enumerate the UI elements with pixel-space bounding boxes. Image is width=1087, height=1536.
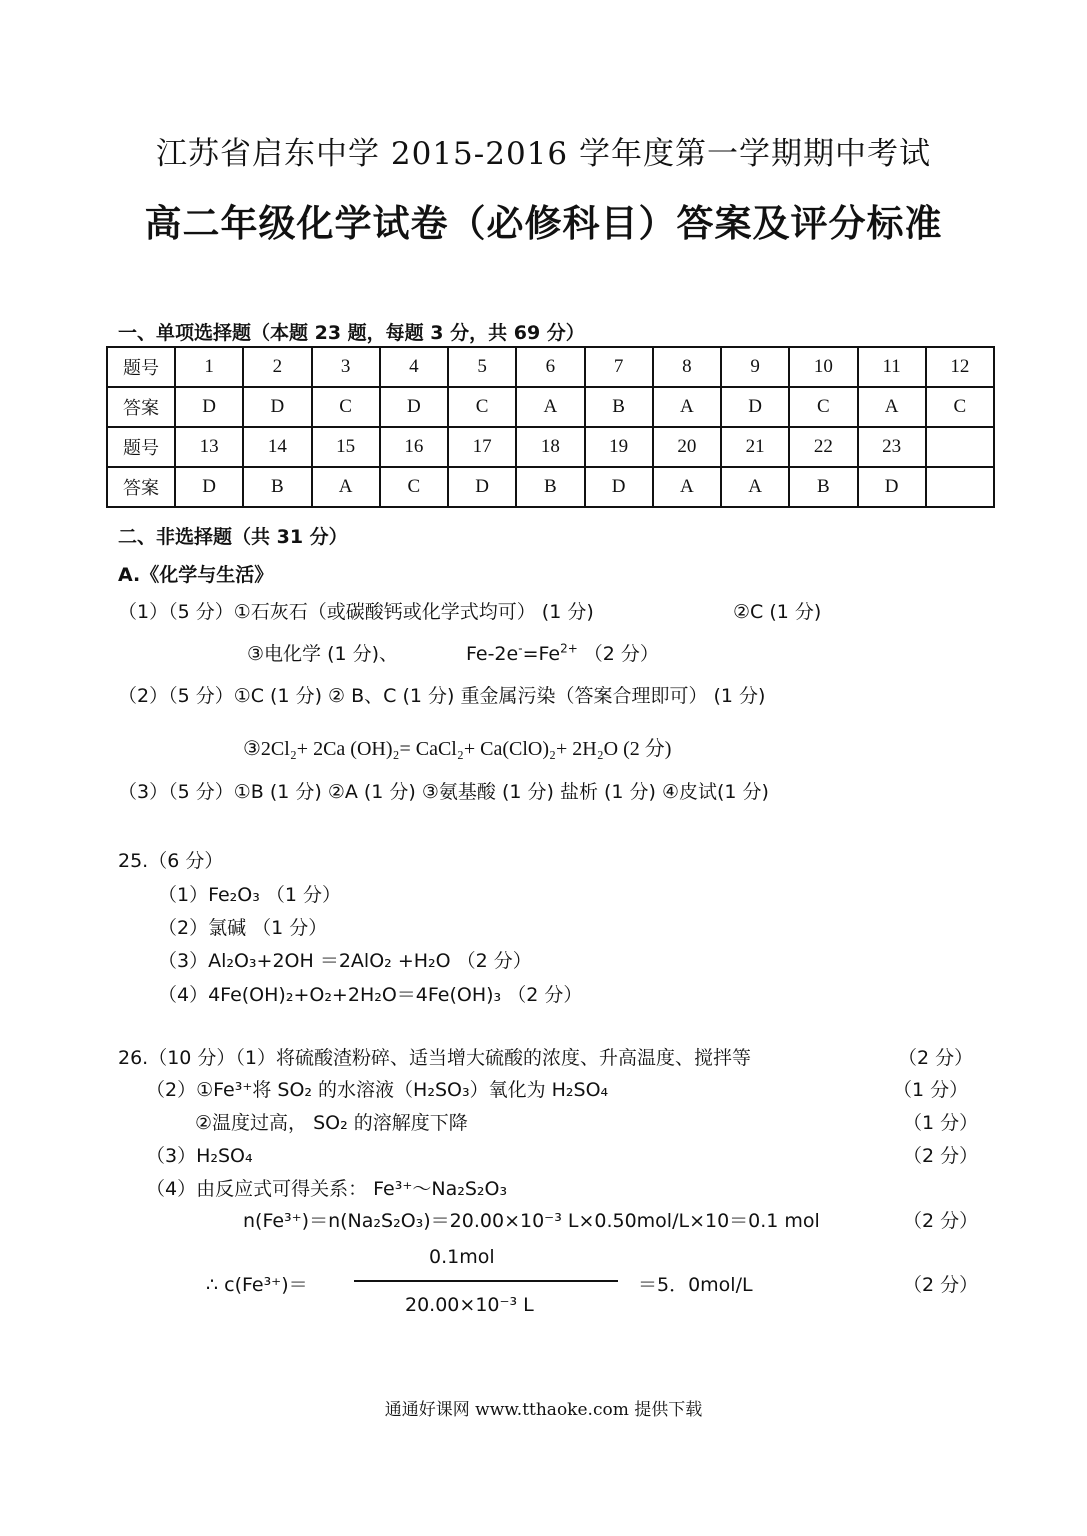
table-cell: C <box>789 387 857 427</box>
a2-line2: ③2Cl₂+ 2Ca (OH)₂= CaCl₂+ Ca(ClO)₂+ 2H₂O (2 分) <box>243 738 672 760</box>
a1-eq-sup2: 2+ <box>560 641 578 656</box>
q26-fraction-denominator: 20.00×10⁻³ L <box>405 1294 534 1316</box>
table-cell: 13 <box>175 427 243 467</box>
table-cell: 17 <box>448 427 516 467</box>
table-cell: D <box>175 387 243 427</box>
section1-heading: 一、单项选择题（本题 23 题，每题 3 分，共 69 分） <box>118 322 585 344</box>
table-cell: D <box>448 467 516 507</box>
table-cell: 18 <box>516 427 584 467</box>
q26-line6: n(Fe³⁺)＝n(Na₂S₂O₃)＝20.00×10⁻³ L×0.50mol/L×10＝0.1 mol <box>243 1210 820 1232</box>
exam-title: 江苏省启东中学 2015-2016 学年度第一学期期中考试 <box>156 136 931 172</box>
table-cell: 16 <box>380 427 448 467</box>
q26-fraction-bar <box>354 1280 618 1282</box>
table-cell: A <box>312 467 380 507</box>
table-cell: 14 <box>243 427 311 467</box>
section2-heading: 二、非选择题（共 31 分） <box>118 526 348 548</box>
table-cell: 12 <box>926 347 994 387</box>
table-cell: B <box>516 467 584 507</box>
table-cell: C <box>448 387 516 427</box>
q26-line4: （3）H₂SO₄ <box>146 1145 253 1167</box>
q25-line1: （1）Fe₂O₃ （1 分） <box>158 884 342 906</box>
table-cell: B <box>789 467 857 507</box>
table-cell: 23 <box>858 427 926 467</box>
table-cell: D <box>585 467 653 507</box>
q26-line7-score: （2 分） <box>903 1274 979 1296</box>
q25-line3: （3）Al₂O₃+2OH ＝2AlO₂ +H₂O （2 分） <box>158 950 532 972</box>
a2-line1: （2）（5 分）①C (1 分) ② B、C (1 分) 重金属污染（答案合理即可） (1 分) <box>118 685 766 707</box>
table-cell: 15 <box>312 427 380 467</box>
answer-table <box>106 346 995 508</box>
table-cell: D <box>175 467 243 507</box>
table-cell: B <box>243 467 311 507</box>
a1-eq-mid: =Fe <box>522 643 561 665</box>
row-label: 答案 <box>107 467 175 507</box>
footer-text: 通通好课网 www.tthaoke.com 提供下载 <box>384 1400 703 1420</box>
table-cell: 19 <box>585 427 653 467</box>
table-cell: C <box>380 467 448 507</box>
q25-line4: （4）4Fe(OH)₂+O₂+2H₂O＝4Fe(OH)₃ （2 分） <box>158 984 583 1006</box>
table-cell: A <box>721 467 789 507</box>
q26-line5: （4）由反应式可得关系： Fe³⁺～Na₂S₂O₃ <box>146 1178 508 1200</box>
q26-line1: 26.（10 分）（1）将硫酸渣粉碎、适当增大硫酸的浓度、升高温度、搅拌等 <box>118 1047 752 1069</box>
a1-line1: （1）（5 分）①石灰石（或碳酸钙或化学式均可） (1 分) <box>118 601 594 623</box>
table-cell: 3 <box>312 347 380 387</box>
q26-line1-score: （2 分） <box>898 1047 974 1069</box>
a1-line1b: ②C (1 分) <box>733 601 822 623</box>
table-cell: C <box>312 387 380 427</box>
a1-eq-post: （2 分） <box>577 643 659 665</box>
table-cell: 1 <box>175 347 243 387</box>
exam-subtitle: 高二年级化学试卷（必修科目）答案及评分标准 <box>144 201 943 245</box>
table-cell: 9 <box>721 347 789 387</box>
table-cell: A <box>653 467 721 507</box>
table-cell: 7 <box>585 347 653 387</box>
table-cell: 8 <box>653 347 721 387</box>
table-cell: A <box>516 387 584 427</box>
row-label: 题号 <box>107 427 175 467</box>
q26-line2: （2）①Fe³⁺将 SO₂ 的水溶液（H₂SO₃）氧化为 H₂SO₄ <box>146 1079 609 1101</box>
table-cell <box>926 427 994 467</box>
table-cell: 11 <box>858 347 926 387</box>
a1-eq-pre: Fe-2e <box>466 643 519 665</box>
q25-heading: 25.（6 分） <box>118 850 224 872</box>
table-cell: D <box>858 467 926 507</box>
table-cell: D <box>243 387 311 427</box>
a1-eq-sup1: - <box>518 641 523 656</box>
table-cell: A <box>653 387 721 427</box>
section2-subheading: A.《化学与生活》 <box>118 564 274 586</box>
q26-fraction-numerator: 0.1mol <box>429 1246 495 1268</box>
table-row <box>107 467 994 507</box>
table-cell: 6 <box>516 347 584 387</box>
table-row <box>107 387 994 427</box>
table-cell: 21 <box>721 427 789 467</box>
a1-line2b <box>466 639 659 666</box>
table-cell: A <box>858 387 926 427</box>
table-cell: 10 <box>789 347 857 387</box>
q26-line3: ②温度过高， SO₂ 的溶解度下降 <box>195 1112 468 1134</box>
q26-line4-score: （2 分） <box>903 1145 979 1167</box>
q26-conc-result: ＝5．0mol/L <box>638 1274 753 1296</box>
q26-conc-left: ∴ c(Fe³⁺)＝ <box>206 1274 308 1296</box>
table-cell <box>926 467 994 507</box>
table-cell: 4 <box>380 347 448 387</box>
table-cell: D <box>380 387 448 427</box>
table-cell: D <box>721 387 789 427</box>
table-row <box>107 347 994 387</box>
table-cell: 2 <box>243 347 311 387</box>
q26-line3-score: （1 分） <box>903 1112 979 1134</box>
a3-line1: （3）（5 分）①B (1 分) ②A (1 分) ③氨基酸 (1 分) 盐析 (1 分) ④皮试(1 分) <box>118 781 769 803</box>
table-cell: 20 <box>653 427 721 467</box>
table-cell: B <box>585 387 653 427</box>
q25-line2: （2）氯碱 （1 分） <box>158 917 328 939</box>
a1-line2a: ③电化学 (1 分)、 <box>247 643 399 665</box>
table-row <box>107 427 994 467</box>
row-label: 答案 <box>107 387 175 427</box>
row-label: 题号 <box>107 347 175 387</box>
table-cell: C <box>926 387 994 427</box>
table-cell: 5 <box>448 347 516 387</box>
table-cell: 22 <box>789 427 857 467</box>
q26-line2-score: （1 分） <box>893 1079 969 1101</box>
q26-line6-score: （2 分） <box>903 1210 979 1232</box>
